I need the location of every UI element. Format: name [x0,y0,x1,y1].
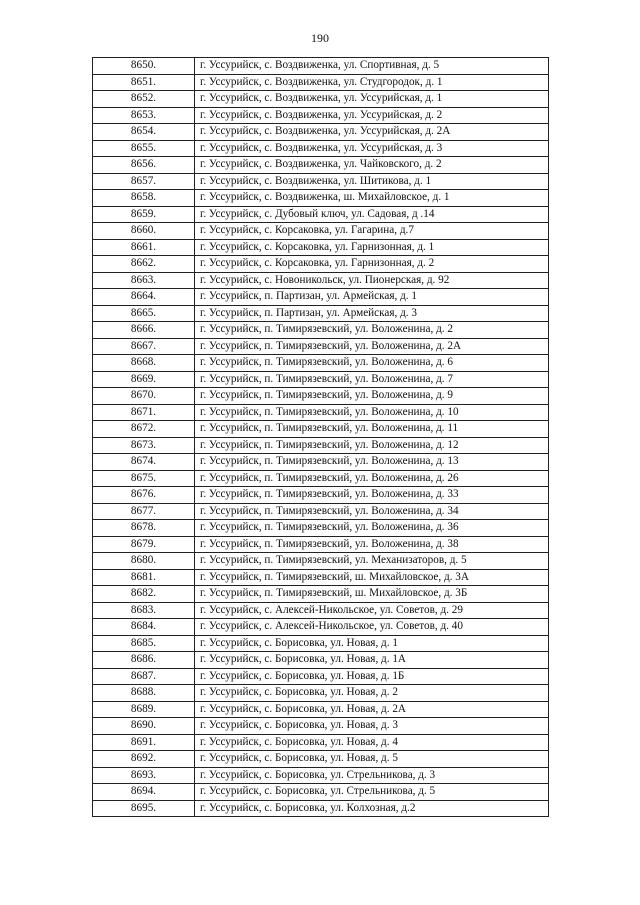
address-cell: г. Уссурийск, с. Борисовка, ул. Новая, д. 1А [195,652,549,669]
address-cell: г. Уссурийск, п. Тимирязевский, ул. Воложенина, д. 34 [195,503,549,520]
row-number-cell: 8658. [93,190,195,207]
table-row [93,520,549,537]
address-cell: г. Уссурийск, с. Воздвиженка, ул. Уссурийская, д. 2 [195,107,549,124]
address-cell: г. Уссурийск, п. Тимирязевский, ул. Воложенина, д. 36 [195,520,549,537]
row-number-cell: 8664. [93,289,195,306]
address-table [92,57,549,817]
table-row [93,536,549,553]
address-cell: г. Уссурийск, п. Тимирязевский, ул. Воложенина, д. 26 [195,470,549,487]
row-number-cell: 8691. [93,734,195,751]
table-row [93,569,549,586]
table-row [93,751,549,768]
row-number-cell: 8687. [93,668,195,685]
address-cell: г. Уссурийск, п. Тимирязевский, ул. Воложенина, д. 11 [195,421,549,438]
address-table-body [93,58,549,817]
address-cell: г. Уссурийск, с. Борисовка, ул. Новая, д. 2А [195,701,549,718]
row-number-cell: 8653. [93,107,195,124]
address-cell: г. Уссурийск, с. Воздвиженка, ул. Чайковского, д. 2 [195,157,549,174]
row-number-cell: 8683. [93,602,195,619]
address-cell: г. Уссурийск, п. Тимирязевский, ул. Воложенина, д. 38 [195,536,549,553]
table-row [93,454,549,471]
table-row [93,124,549,141]
row-number-cell: 8672. [93,421,195,438]
row-number-cell: 8673. [93,437,195,454]
address-cell: г. Уссурийск, с. Борисовка, ул. Новая, д. 1Б [195,668,549,685]
row-number-cell: 8656. [93,157,195,174]
table-row [93,58,549,75]
table-row [93,421,549,438]
row-number-cell: 8660. [93,223,195,240]
row-number-cell: 8663. [93,272,195,289]
row-number-cell: 8686. [93,652,195,669]
address-cell: г. Уссурийск, с. Воздвиженка, ул. Спортивная, д. 5 [195,58,549,75]
table-row [93,338,549,355]
row-number-cell: 8674. [93,454,195,471]
row-number-cell: 8669. [93,371,195,388]
address-cell: г. Уссурийск, с. Борисовка, ул. Новая, д. 3 [195,718,549,735]
row-number-cell: 8652. [93,91,195,108]
address-cell: г. Уссурийск, с. Борисовка, ул. Новая, д. 4 [195,734,549,751]
table-row [93,470,549,487]
row-number-cell: 8682. [93,586,195,603]
table-row [93,371,549,388]
table-row [93,355,549,372]
row-number-cell: 8693. [93,767,195,784]
row-number-cell: 8655. [93,140,195,157]
row-number-cell: 8695. [93,800,195,817]
row-number-cell: 8662. [93,256,195,273]
address-cell: г. Уссурийск, с. Воздвиженка, ул. Уссурийская, д. 1 [195,91,549,108]
table-row [93,800,549,817]
address-cell: г. Уссурийск, п. Тимирязевский, ул. Механизаторов, д. 5 [195,553,549,570]
table-row [93,668,549,685]
address-cell: г. Уссурийск, п. Тимирязевский, ул. Воложенина, д. 2 [195,322,549,339]
address-cell: г. Уссурийск, с. Новоникольск, ул. Пионерская, д. 92 [195,272,549,289]
row-number-cell: 8668. [93,355,195,372]
address-cell: г. Уссурийск, п. Тимирязевский, ул. Воложенина, д. 13 [195,454,549,471]
row-number-cell: 8690. [93,718,195,735]
table-row [93,223,549,240]
address-cell: г. Уссурийск, с. Корсаковка, ул. Гагарина, д.7 [195,223,549,240]
address-cell: г. Уссурийск, п. Тимирязевский, ул. Воложенина, д. 7 [195,371,549,388]
row-number-cell: 8675. [93,470,195,487]
address-cell: г. Уссурийск, с. Алексей-Никольское, ул. Советов, д. 29 [195,602,549,619]
table-row [93,635,549,652]
table-row [93,784,549,801]
table-row [93,685,549,702]
row-number-cell: 8681. [93,569,195,586]
table-row [93,91,549,108]
address-cell: г. Уссурийск, п. Партизан, ул. Армейская, д. 1 [195,289,549,306]
table-row [93,652,549,669]
address-cell: г. Уссурийск, с. Воздвиженка, ул. Шитикова, д. 1 [195,173,549,190]
row-number-cell: 8651. [93,74,195,91]
address-cell: г. Уссурийск, п. Тимирязевский, ул. Воложенина, д. 10 [195,404,549,421]
table-row [93,553,549,570]
table-row [93,388,549,405]
address-cell: г. Уссурийск, с. Воздвиженка, ул. Уссурийская, д. 2А [195,124,549,141]
table-row [93,487,549,504]
table-row [93,239,549,256]
table-row [93,437,549,454]
row-number-cell: 8659. [93,206,195,223]
address-cell: г. Уссурийск, п. Тимирязевский, ул. Воложенина, д. 9 [195,388,549,405]
row-number-cell: 8685. [93,635,195,652]
address-cell: г. Уссурийск, п. Тимирязевский, ш. Михайловское, д. 3Б [195,586,549,603]
table-row [93,503,549,520]
table-row [93,157,549,174]
row-number-cell: 8666. [93,322,195,339]
row-number-cell: 8689. [93,701,195,718]
table-row [93,289,549,306]
table-row [93,767,549,784]
table-row [93,586,549,603]
address-cell: г. Уссурийск, с. Борисовка, ул. Новая, д. 1 [195,635,549,652]
table-row [93,206,549,223]
table-row [93,107,549,124]
table-row [93,701,549,718]
table-row [93,256,549,273]
row-number-cell: 8657. [93,173,195,190]
table-row [93,74,549,91]
table-row [93,619,549,636]
address-cell: г. Уссурийск, с. Борисовка, ул. Новая, д. 2 [195,685,549,702]
row-number-cell: 8650. [93,58,195,75]
table-row [93,404,549,421]
row-number-cell: 8676. [93,487,195,504]
table-row [93,305,549,322]
row-number-cell: 8671. [93,404,195,421]
row-number-cell: 8670. [93,388,195,405]
address-cell: г. Уссурийск, п. Тимирязевский, ш. Михайловское, д. 3А [195,569,549,586]
row-number-cell: 8667. [93,338,195,355]
address-cell: г. Уссурийск, п. Тимирязевский, ул. Воложенина, д. 12 [195,437,549,454]
address-cell: г. Уссурийск, с. Воздвиженка, ул. Уссурийская, д. 3 [195,140,549,157]
table-row [93,140,549,157]
address-cell: г. Уссурийск, с. Борисовка, ул. Новая, д. 5 [195,751,549,768]
row-number-cell: 8661. [93,239,195,256]
address-cell: г. Уссурийск, с. Борисовка, ул. Стрельникова, д. 5 [195,784,549,801]
address-cell: г. Уссурийск, п. Тимирязевский, ул. Воложенина, д. 6 [195,355,549,372]
row-number-cell: 8679. [93,536,195,553]
address-cell: г. Уссурийск, с. Воздвиженка, ул. Студгородок, д. 1 [195,74,549,91]
row-number-cell: 8684. [93,619,195,636]
row-number-cell: 8688. [93,685,195,702]
row-number-cell: 8665. [93,305,195,322]
row-number-cell: 8694. [93,784,195,801]
row-number-cell: 8680. [93,553,195,570]
address-cell: г. Уссурийск, с. Корсаковка, ул. Гарнизонная, д. 1 [195,239,549,256]
address-cell: г. Уссурийск, с. Воздвиженка, ш. Михайловское, д. 1 [195,190,549,207]
row-number-cell: 8654. [93,124,195,141]
address-cell: г. Уссурийск, с. Борисовка, ул. Колхозная, д.2 [195,800,549,817]
address-cell: г. Уссурийск, с. Дубовый ключ, ул. Садовая, д .14 [195,206,549,223]
row-number-cell: 8692. [93,751,195,768]
table-row [93,602,549,619]
address-cell: г. Уссурийск, п. Партизан, ул. Армейская, д. 3 [195,305,549,322]
table-row [93,734,549,751]
address-cell: г. Уссурийск, с. Алексей-Никольское, ул. Советов, д. 40 [195,619,549,636]
table-row [93,190,549,207]
page-number: 190 [311,31,329,45]
address-cell: г. Уссурийск, п. Тимирязевский, ул. Воложенина, д. 2А [195,338,549,355]
table-row [93,173,549,190]
table-row [93,322,549,339]
row-number-cell: 8677. [93,503,195,520]
row-number-cell: 8678. [93,520,195,537]
address-cell: г. Уссурийск, с. Борисовка, ул. Стрельникова, д. 3 [195,767,549,784]
address-cell: г. Уссурийск, с. Корсаковка, ул. Гарнизонная, д. 2 [195,256,549,273]
table-row [93,718,549,735]
table-row [93,272,549,289]
address-cell: г. Уссурийск, п. Тимирязевский, ул. Воложенина, д. 33 [195,487,549,504]
